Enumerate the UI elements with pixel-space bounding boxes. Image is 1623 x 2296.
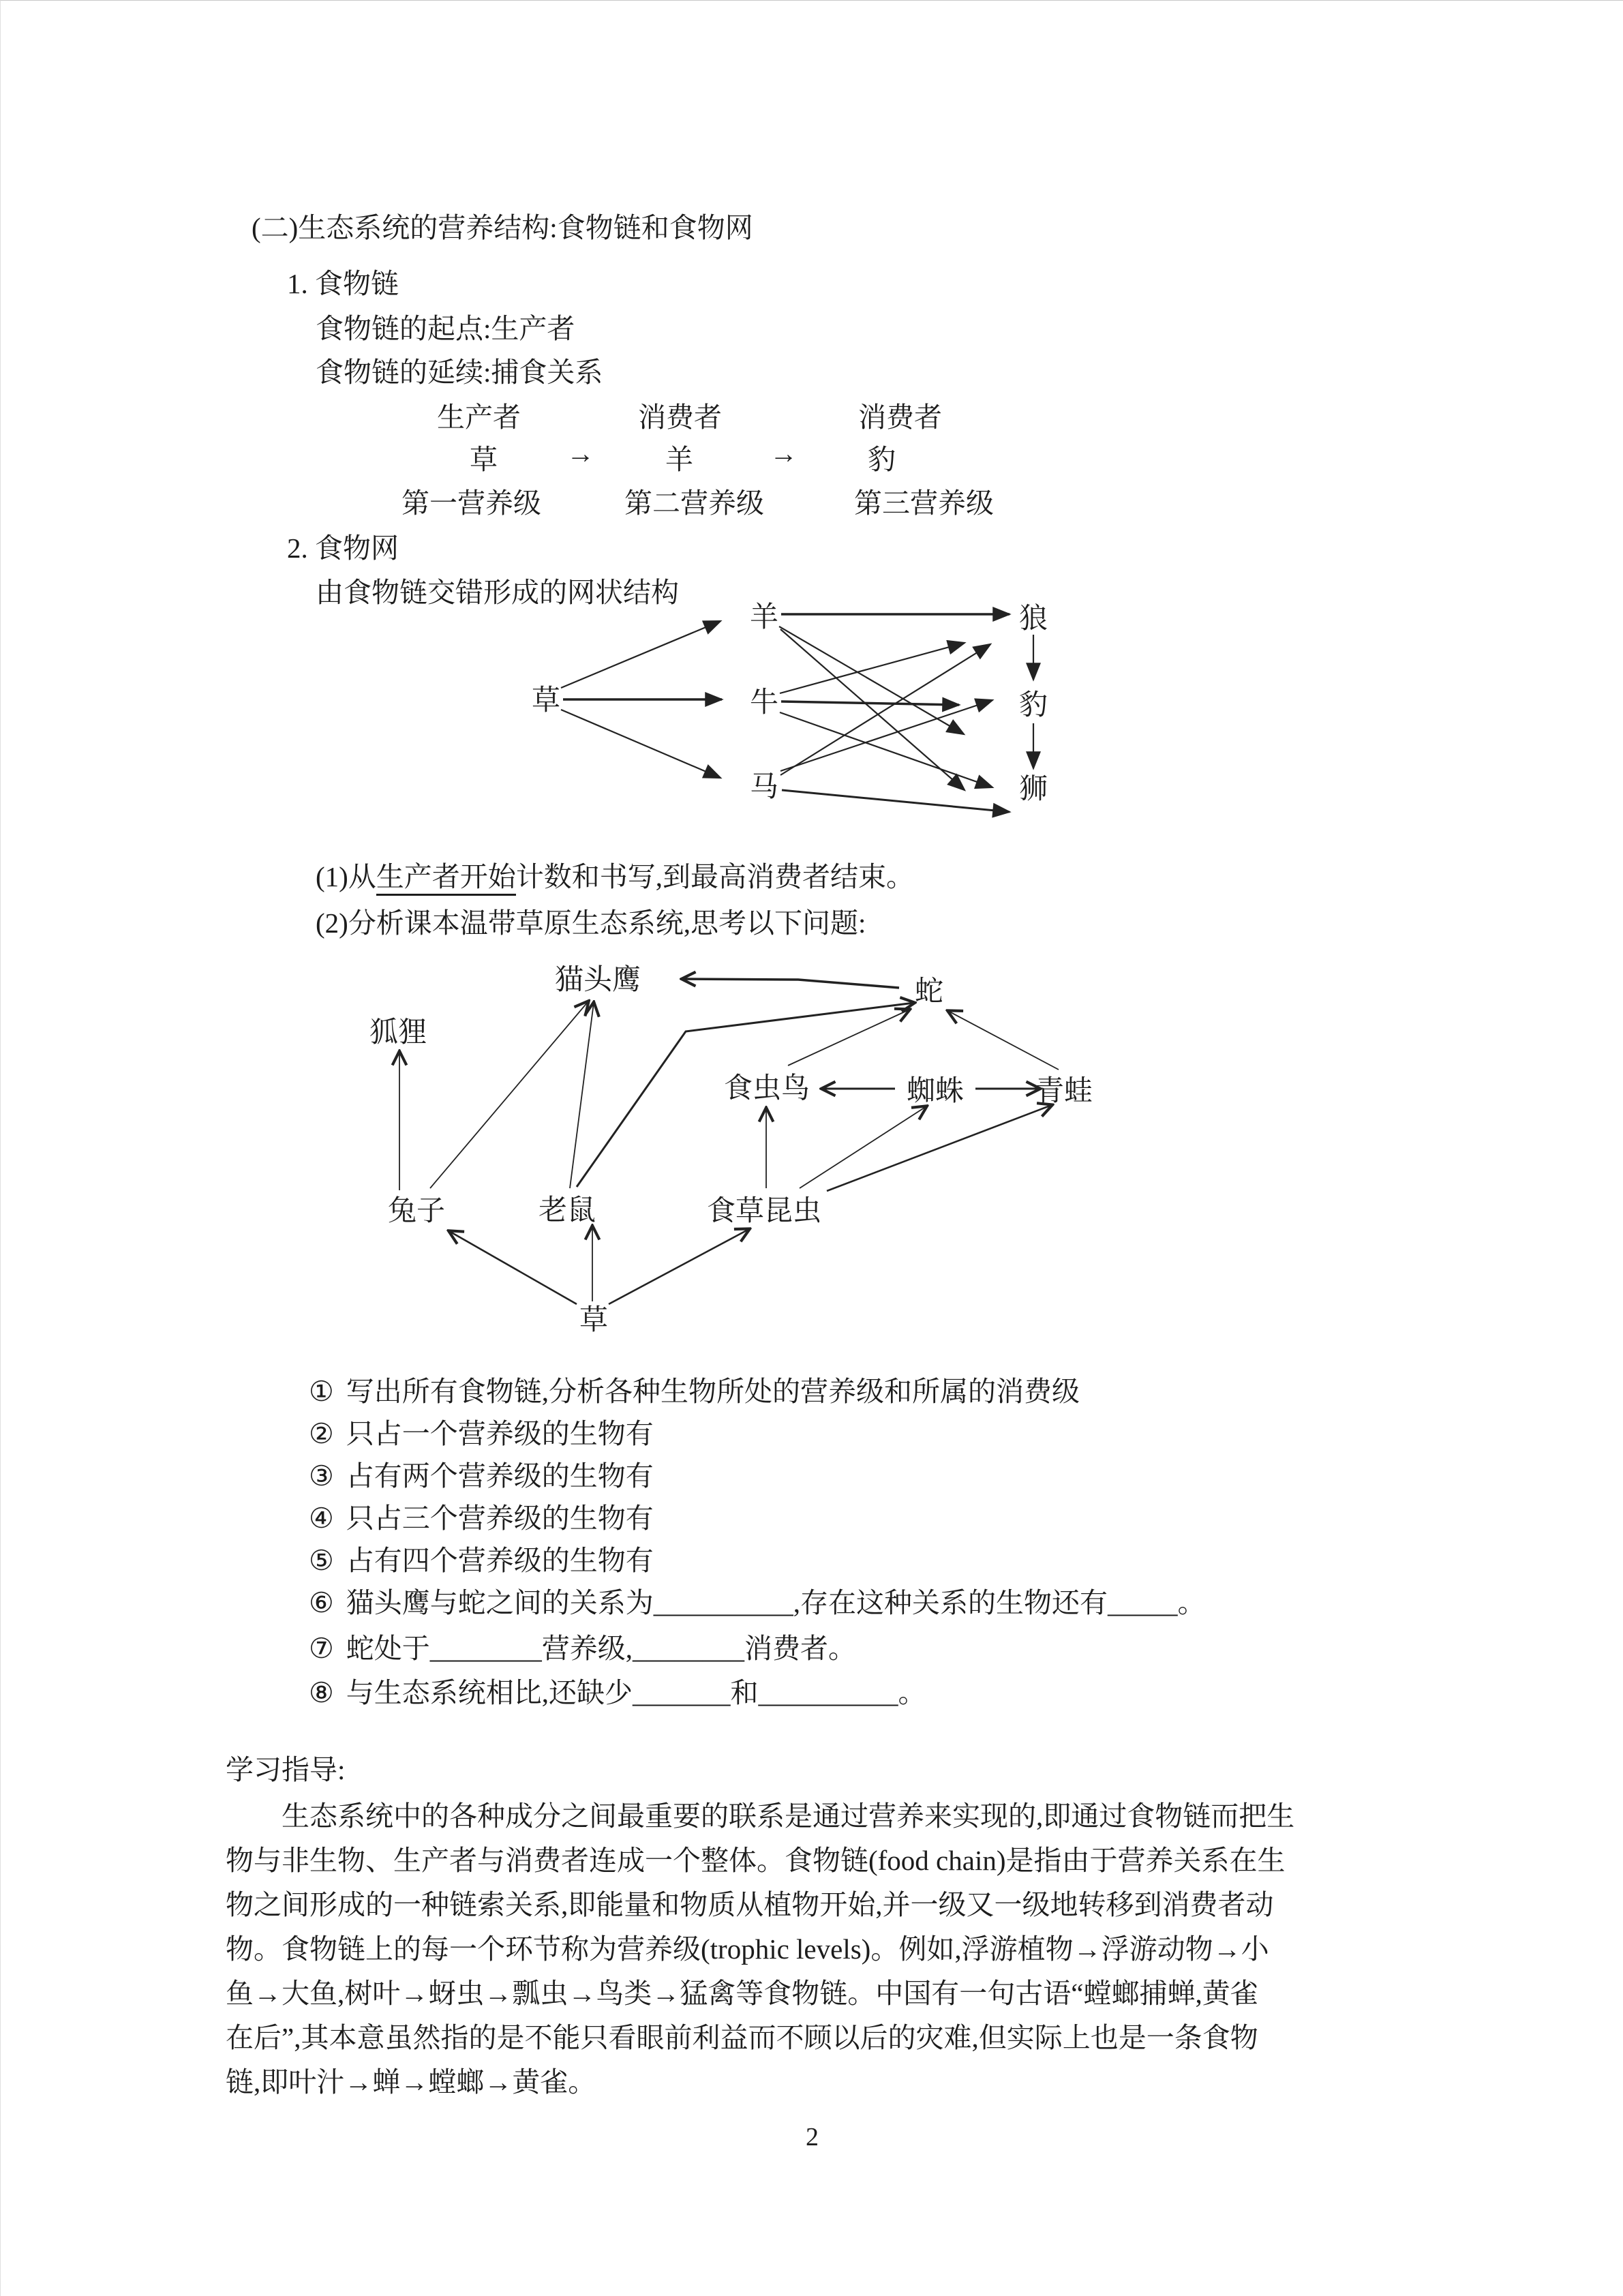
question-4-text: 只占三个营养级的生物有 (346, 1502, 654, 1534)
chain-organism-sheep: 羊 (665, 444, 693, 475)
foodweb-diagram-1 (505, 592, 1105, 838)
node-bao: 豹 (1018, 690, 1048, 721)
question-3-number: ③ (309, 1460, 334, 1492)
question-4 (309, 1496, 654, 1536)
node-laoshu: 老鼠 (538, 1195, 596, 1226)
question-8 (309, 1670, 926, 1710)
node-cao: 草 (531, 685, 561, 716)
edge-兔子-to-猫头鹰 (430, 1001, 588, 1188)
guide-line-6: 在后”,其本意虽然指的是不能只看眼前利益而不顾以后的灾难,但实际上也是一条食物 (226, 2022, 1258, 2053)
question-5-text: 占有四个营养级的生物有 (346, 1545, 654, 1576)
diagram1-edges (561, 614, 1033, 812)
note-2 (316, 901, 866, 941)
edge-草-to-食草昆虫 (609, 1229, 749, 1304)
node-niu: 牛 (749, 687, 779, 719)
edge-老鼠-to-猫头鹰 (570, 1003, 594, 1188)
chain-level-2: 第二营养级 (624, 487, 764, 519)
edge-蛇-to-猫头鹰 (682, 979, 899, 988)
question-7-text: 蛇处于________营养级,________消费者。 (346, 1633, 857, 1664)
question-2-text: 只占一个营养级的生物有 (346, 1418, 654, 1449)
question-5 (309, 1538, 654, 1578)
chain-level-3: 第三营养级 (854, 487, 994, 519)
node-she: 蛇 (914, 976, 944, 1008)
foodweb-subtitle: 由食物链交错形成的网状结构 (316, 577, 679, 608)
chain-arrow-1: → (566, 438, 594, 469)
question-6 (309, 1580, 1206, 1620)
question-1 (309, 1369, 1080, 1409)
question-2 (309, 1411, 654, 1451)
question-6-number: ⑥ (309, 1587, 334, 1618)
node-shi: 狮 (1018, 774, 1048, 805)
edge-食草昆虫-to-蜘蛛 (800, 1106, 926, 1188)
guide-line-1: 生态系统中的各种成分之间最重要的联系是通过营养来实现的,即通过食物链而把生 (282, 1800, 1295, 1832)
node-qingwa: 青蛙 (1035, 1076, 1093, 1107)
chain-level-1: 第一营养级 (401, 487, 541, 519)
chain-arrow-2: → (770, 438, 798, 469)
node-huli: 狐狸 (369, 1017, 427, 1048)
question-8-number: ⑧ (309, 1677, 334, 1708)
edge-马-to-狮 (782, 790, 1010, 812)
edge-食虫鸟-to-蛇 (788, 1010, 909, 1066)
foodchain-origin: 食物链的起点:生产者 (316, 313, 575, 344)
chain-role-consumer1: 消费者 (638, 402, 722, 433)
question-2-number: ② (309, 1418, 334, 1449)
node-maotouying: 猫头鹰 (554, 965, 641, 996)
edge-食草昆虫-to-青蛙 (827, 1105, 1052, 1191)
question-7 (309, 1626, 856, 1666)
guide-line-5: 鱼→大鱼,树叶→蚜虫→瓢虫→鸟类→猛禽等食物链。中国有一句古语“螳螂捕蝉,黄雀 (226, 1978, 1258, 2009)
diagram2-edges (399, 979, 1059, 1304)
edge-草-to-兔子 (449, 1231, 577, 1304)
guide-line-2: 物与非生物、生产者与消费者连成一个整体。食物链(food chain)是指由于营养关系在生 (226, 1845, 1286, 1876)
node-ma: 马 (749, 772, 779, 803)
chain-role-producer: 生产者 (437, 402, 521, 433)
chain-organism-leopard: 豹 (868, 444, 896, 475)
edge-马-to-豹 (780, 700, 992, 771)
page-number: 2 (806, 2123, 819, 2151)
foodchain-title: 1. 食物链 (287, 268, 399, 299)
chain-role-consumer2: 消费者 (858, 402, 942, 433)
foodweb-diagram-2 (294, 948, 1180, 1357)
question-4-number: ④ (309, 1502, 334, 1534)
edge-牛-to-狼 (780, 643, 965, 693)
foodchain-continuation: 食物链的延续:捕食关系 (316, 357, 603, 388)
node-shichongniao: 食虫鸟 (723, 1073, 810, 1104)
node-lang: 狼 (1018, 603, 1048, 635)
diagram2-nodes (369, 965, 1093, 1336)
question-7-number: ⑦ (309, 1633, 334, 1664)
node-cao: 草 (579, 1305, 609, 1336)
note-1-underlined: 生产者开始 (376, 861, 516, 896)
edge-牛-to-豹 (781, 701, 959, 705)
edge-羊-to-狮 (780, 629, 965, 790)
edge-牛-to-狮 (780, 712, 992, 787)
node-zhizhu: 蜘蛛 (906, 1076, 965, 1107)
note-1-rest: 计数和书写,到最高消费者结束。 (515, 861, 915, 892)
foodweb-title: 2. 食物网 (287, 532, 399, 564)
node-yang: 羊 (749, 602, 779, 633)
edge-青蛙-to-蛇 (948, 1011, 1059, 1070)
chain-organism-grass: 草 (470, 444, 498, 475)
guide-line-3: 物之间形成的一种链索关系,即能量和物质从植物开始,并一级又一级地转移到消费者动 (226, 1889, 1274, 1920)
guide-line-4: 物。食物链上的每一个环节称为营养级(trophic levels)。例如,浮游植物→浮游动物→小 (226, 1933, 1269, 1965)
question-1-text: 写出所有食物链,分析各种生物所处的营养级和所属的消费级 (346, 1376, 1080, 1407)
section-heading: (二)生态系统的营养结构:食物链和食物网 (252, 212, 753, 243)
note-2-text: 分析课本温带草原生态系统,思考以下问题: (348, 907, 866, 939)
guide-heading: 学习指导: (226, 1754, 346, 1785)
question-3 (309, 1453, 654, 1494)
question-5-number: ⑤ (309, 1545, 334, 1576)
edge-草-to-羊 (561, 621, 721, 688)
question-6-text: 猫头鹰与蛇之间的关系为__________,存在这种关系的生物还有_____。 (346, 1587, 1206, 1618)
guide-line-7: 链,即叶汁→蝉→螳螂→黄雀。 (226, 2066, 596, 2098)
question-8-text: 与生态系统相比,还缺少_______和__________。 (346, 1677, 926, 1708)
node-shicaokunchong: 食草昆虫 (706, 1196, 822, 1227)
question-3-text: 占有两个营养级的生物有 (346, 1460, 654, 1492)
question-1-number: ① (309, 1376, 334, 1407)
edge-草-to-马 (561, 710, 721, 778)
node-tuzi: 兔子 (387, 1196, 446, 1227)
note-2-label: (2) (316, 907, 348, 939)
note-1 (316, 854, 914, 894)
note-1-label: (1) (316, 861, 348, 892)
note-1-pre: 从 (348, 861, 376, 892)
